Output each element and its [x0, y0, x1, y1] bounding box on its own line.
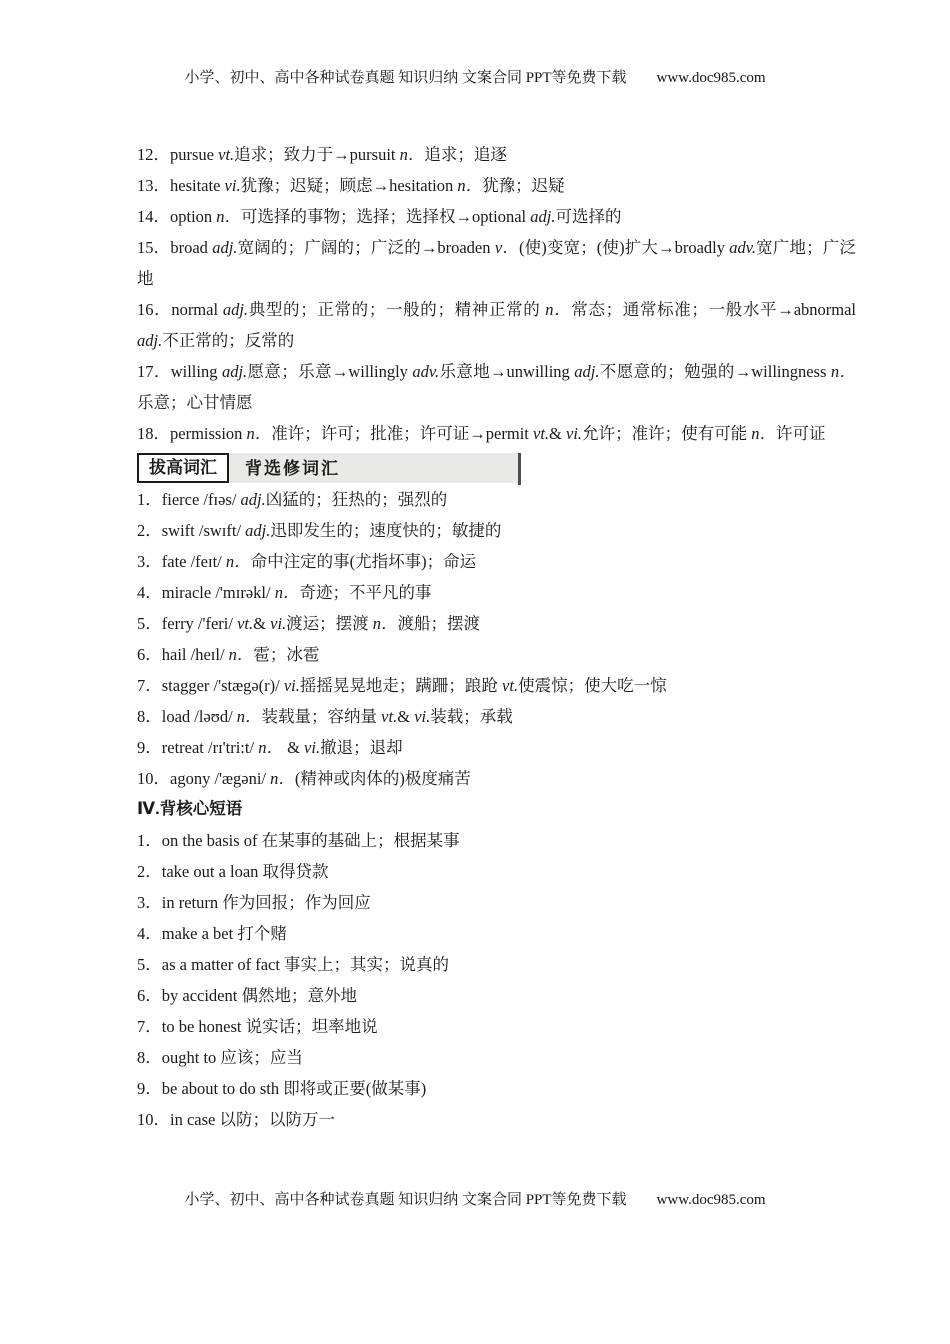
- list-item: 4．miracle /'mɪrəkl/ n．奇迹；不平凡的事: [137, 583, 432, 602]
- page-footer: [0, 1188, 950, 1209]
- banner-title: 背选修词汇: [245, 458, 340, 478]
- list-item: 5．ferry /'feri/ vt.& vi.渡运；摆渡 n．渡船；摆渡: [137, 614, 481, 633]
- list-item: 17．willing adj.愿意；乐意→willingly adv.乐意地→unwilling adj.不愿意的；勉强的→willingness n．乐意；心甘情愿: [137, 362, 856, 412]
- list-item: 6．by accident 偶然地；意外地: [137, 986, 357, 1005]
- list-item: 15．broad adj.宽阔的；广阔的；广泛的→broaden v．(使)变宽；(使)扩大→broadly adv.宽广地；广泛地: [137, 238, 856, 288]
- list-item: 14．option n．可选择的事物；选择；选择权→optional adj.可选择的: [137, 207, 622, 226]
- list-item: 6．hail /heɪl/ n．雹；冰雹: [137, 645, 320, 664]
- list-item: 3．fate /feɪt/ n．命中注定的事(尤指坏事)；命运: [137, 552, 477, 571]
- list-item: 10．in case 以防；以防万一: [137, 1110, 335, 1129]
- header-watermark-text: 小学、初中、高中各种试卷真题 知识归纳 文案合同 PPT等免费下载: [184, 70, 627, 86]
- list-item: 5．as a matter of fact 事实上；其实；说真的: [137, 955, 450, 974]
- banner-end-divider: [518, 453, 521, 485]
- list-item: 7．to be honest 说实话；坦率地说: [137, 1017, 378, 1036]
- advanced-vocab-list: [137, 484, 856, 794]
- list-item: 1．on the basis of 在某事的基础上；根据某事: [137, 831, 460, 850]
- list-item: 3．in return 作为回报；作为回应: [137, 893, 371, 912]
- list-item: 7．stagger /'stægə(r)/ vi.摇摇晃晃地走；蹒跚；踉跄 vt.使震惊；使大吃一惊: [137, 676, 667, 695]
- phrase-section-heading: Ⅳ.背核心短语: [137, 800, 243, 818]
- list-item: 1．fierce /fɪəs/ adj.凶猛的；狂热的；强烈的: [137, 490, 448, 509]
- list-item: 2．swift /swɪft/ adj.迅即发生的；速度快的；敏捷的: [137, 521, 502, 540]
- list-item: 18．permission n．准许；许可；批准；许可证→permit vt.& vi.允许；准许；使有可能 n．许可证: [137, 424, 826, 443]
- list-item: 8．ought to 应该；应当: [137, 1048, 303, 1067]
- list-item: 8．load /ləʊd/ n．装载量；容纳量 vt.& vi.装载；承载: [137, 707, 513, 726]
- list-item: 10．agony /'ægəni/ n．(精神或肉体的)极度痛苦: [137, 769, 471, 788]
- document-body: [137, 139, 856, 1135]
- page-header: [0, 66, 950, 87]
- list-item: 12．pursue vt.追求；致力于→pursuit n．追求；追逐: [137, 145, 507, 164]
- list-item: 2．take out a loan 取得贷款: [137, 862, 329, 881]
- banner-box-label: 拔高词汇: [137, 453, 229, 483]
- footer-watermark-text: 小学、初中、高中各种试卷真题 知识归纳 文案合同 PPT等免费下载: [184, 1192, 627, 1208]
- list-item: 9．retreat /rɪ'tri:t/ n． & vi.撤退；退却: [137, 738, 403, 757]
- header-watermark-url: www.doc985.com: [656, 70, 766, 86]
- derivation-list: [137, 139, 856, 449]
- phrase-list: [137, 825, 856, 1135]
- section-banner: [137, 453, 521, 483]
- list-item: 16．normal adj.典型的；正常的；一般的；精神正常的 n．常态；通常标准；一般水平→abnormal adj.不正常的；反常的: [137, 300, 857, 350]
- list-item: 13．hesitate vi.犹豫；迟疑；顾虑→hesitation n．犹豫；迟疑: [137, 176, 565, 195]
- list-item: 4．make a bet 打个赌: [137, 924, 287, 943]
- footer-watermark-url: www.doc985.com: [656, 1192, 766, 1208]
- list-item: 9．be about to do sth 即将或正要(做某事): [137, 1079, 427, 1098]
